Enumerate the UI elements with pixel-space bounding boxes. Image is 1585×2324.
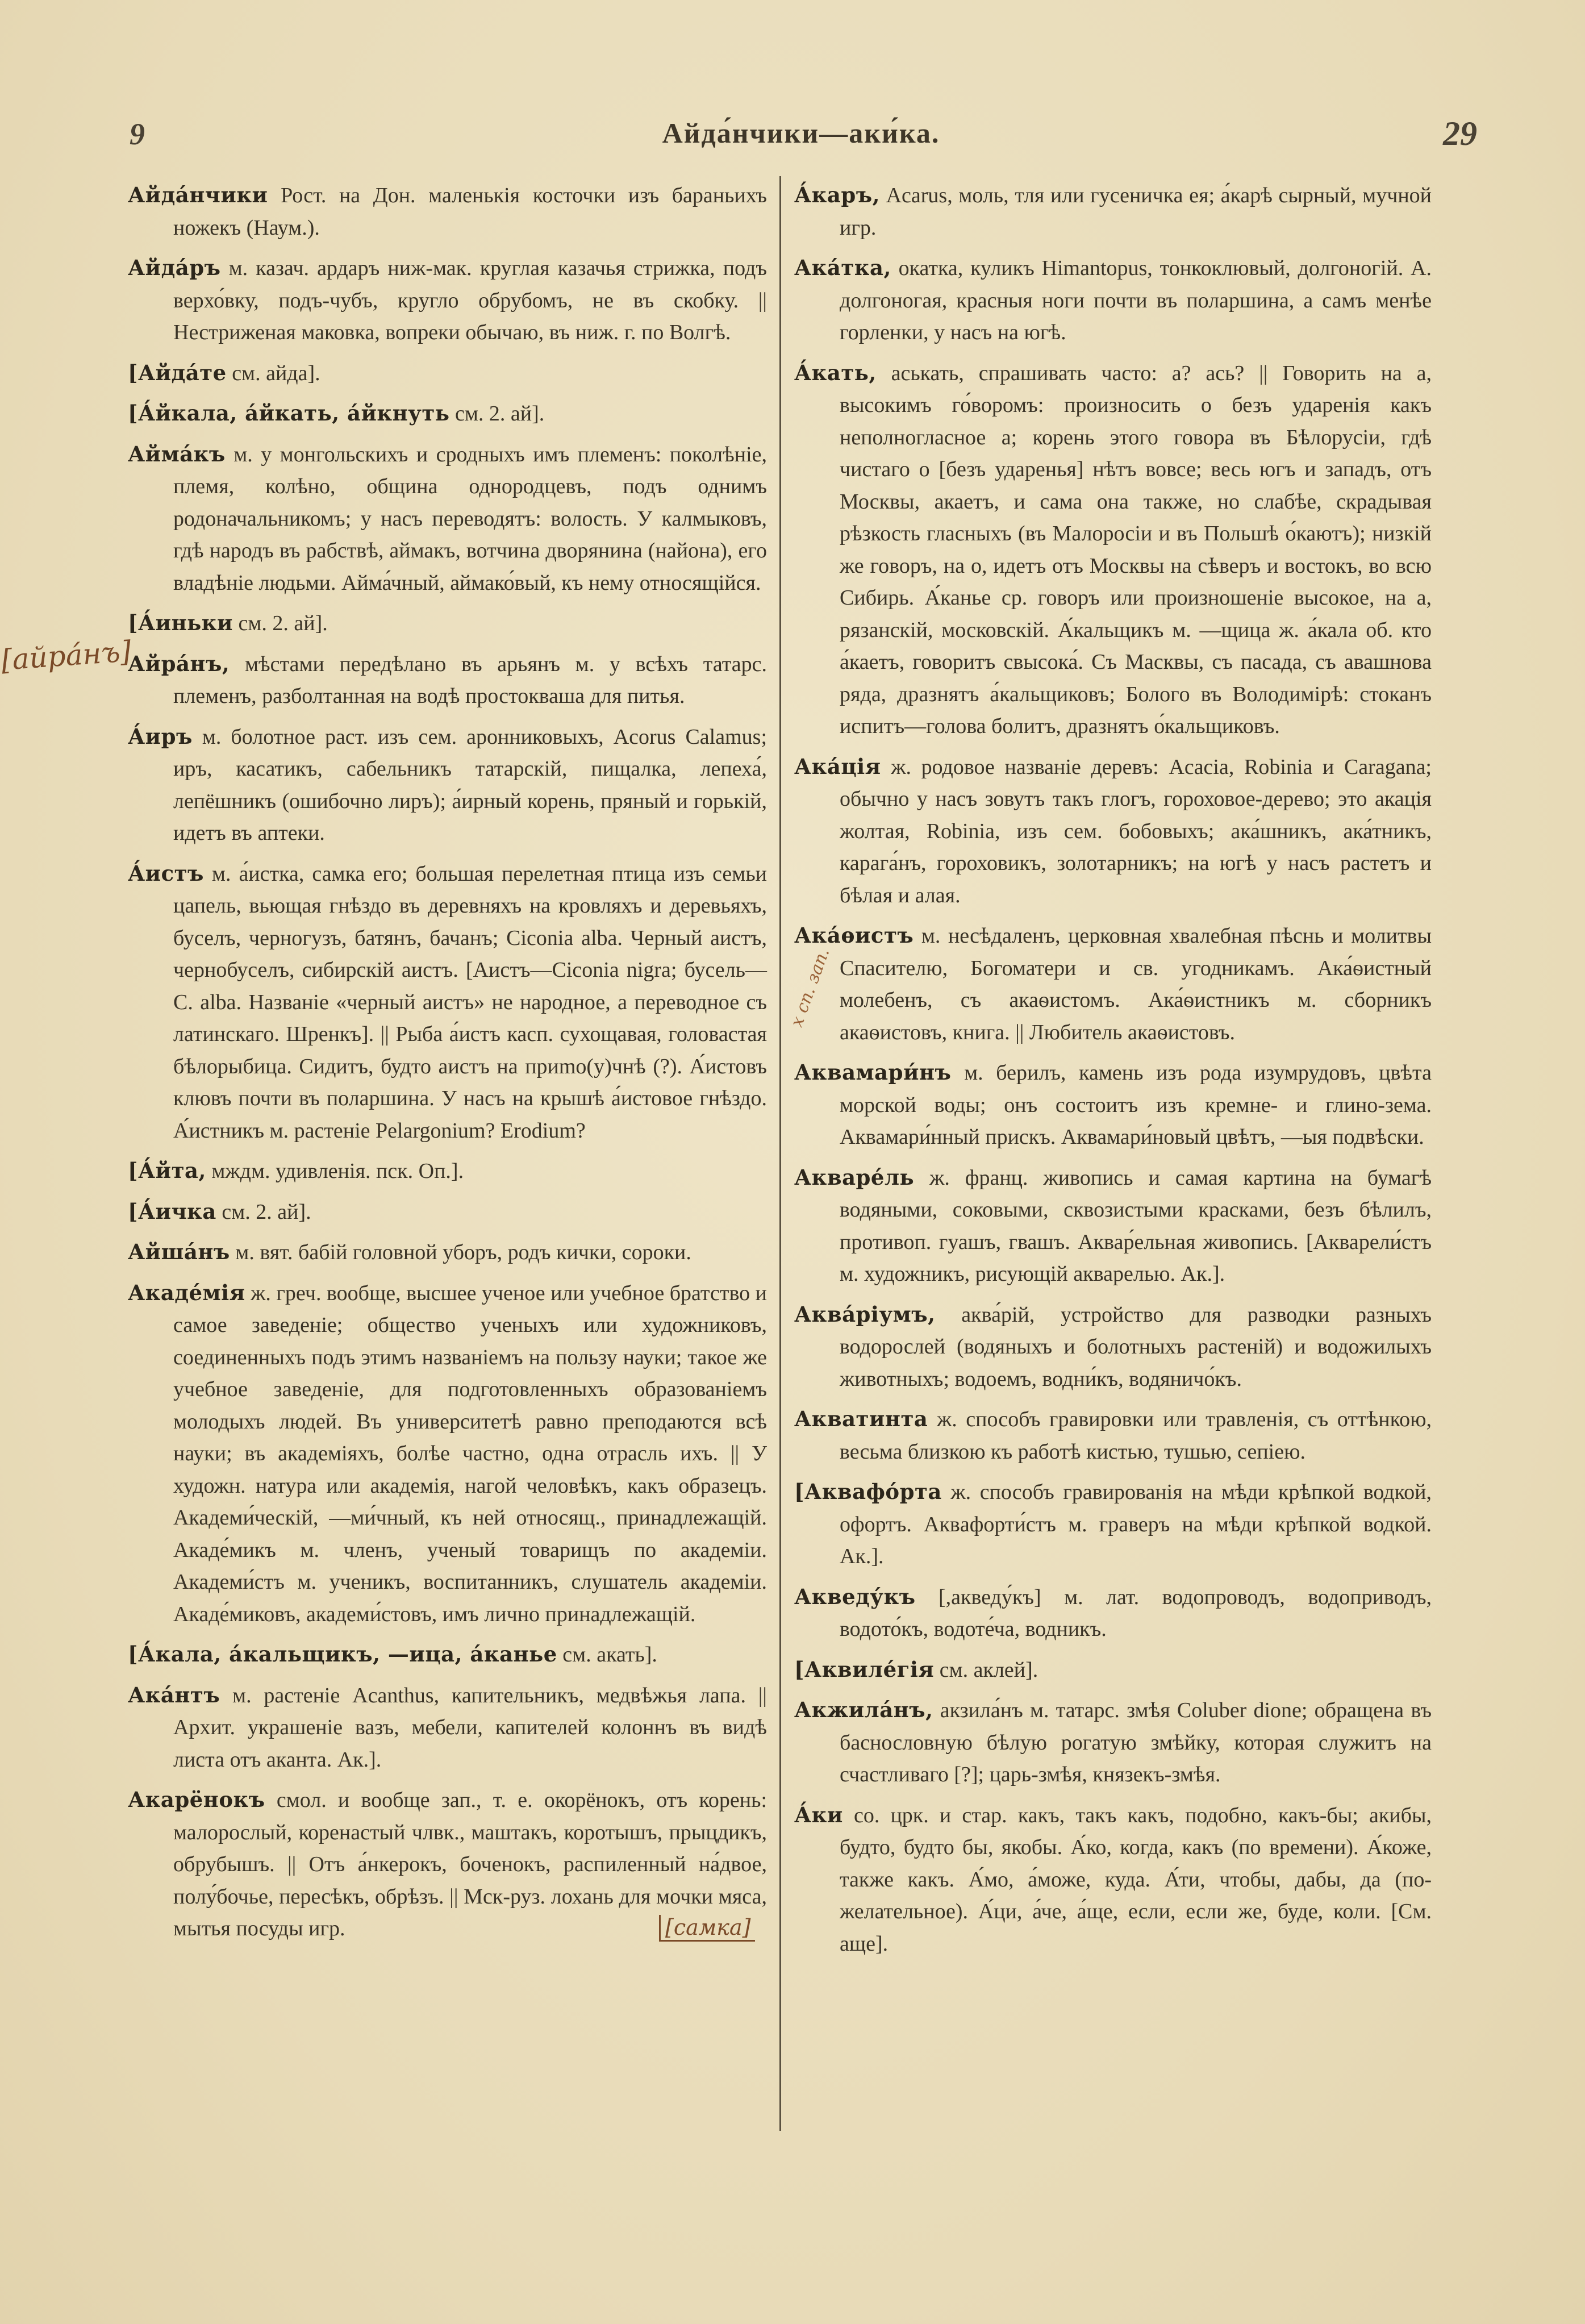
dictionary-entry — [794, 1056, 1432, 1153]
definition: [,акведу́къ] м. лат. водопроводъ, водоприводъ, водото́къ, водоте́ча, водникъ. — [840, 1585, 1432, 1641]
definition: см. 2. ай]. — [216, 1200, 311, 1224]
headword: Акваре́ль — [794, 1164, 915, 1190]
page-number-right: 29 — [1443, 115, 1477, 152]
definition: см. аклей]. — [934, 1657, 1038, 1682]
headword: [Аквафо́рта — [794, 1479, 942, 1504]
definition: см. акать]. — [557, 1643, 657, 1667]
dictionary-entry — [128, 1679, 767, 1776]
headword: [А́йта, — [128, 1158, 206, 1183]
dictionary-entry — [128, 1638, 767, 1671]
headword: А́каръ, — [794, 182, 880, 207]
definition: смол. и вообще зап., т. е. окорёнокъ, отъ корень: малорослый, коренастый члвк., маштакъ, коротышъ, прыцдикъ, обрубышъ. || Отъ а́нкерокъ, боченокъ, распиленный на́двое, полу́бочье, пересѣкъ, обрѣзъ. || Мск-руз. лохань для мочки мяса, мытья посуды игр. — [173, 1788, 767, 1940]
headword: Айма́къ — [128, 441, 226, 467]
headword: Ака́ѳистъ — [794, 923, 914, 948]
headword: Акарёнокъ — [128, 1787, 265, 1812]
headword: А́ки — [794, 1802, 843, 1827]
definition: сo. црк. и стар. какъ, такъ какъ, подобно, какъ-бы; акибы, будто, будто бы, якобы. А́ко, когда, какъ (по времени). А́коже, также какъ. А́мо, а́може, куда. А́ти, чтобы, дабы, да (по-желательное). А́ци, а́че, а́ще, если, если же, буде, коли. [См. аще]. — [840, 1803, 1432, 1956]
left-column — [128, 179, 767, 1953]
headword: Акведу́къ — [794, 1584, 916, 1609]
headword: Ака́тка, — [794, 255, 891, 280]
definition: см. айда]. — [226, 361, 320, 385]
headword: А́истъ — [128, 860, 204, 886]
running-head: Айда́нчики—аки́ка. — [662, 117, 940, 149]
definition: м. болотное раст. изъ сем. аронниковыхъ, Acorus Calamus; иръ, касатикъ, сабельникъ татарскій, пищалка, лепеха́, лепёшникъ (ошибочно лиръ); а́ирный корень, пряный и горькій, идетъ въ аптеки. — [173, 724, 767, 845]
headword: [А́иньки — [128, 610, 233, 635]
dictionary-entry — [128, 648, 767, 713]
definition: акзила́нъ м. татарс. змѣя Coluber dione; обращена въ баснословную бѣлую рогатую змѣйку, которая служитъ на счастливаго [?]; царь-змѣя, князекъ-змѣя. — [840, 1698, 1432, 1786]
dictionary-entry — [128, 1236, 767, 1269]
handwritten-side-note: х сп. зап. — [787, 945, 834, 1030]
headword: Айша́нъ — [128, 1239, 230, 1264]
definition: окатка, куликъ Himantopus, тонкоклювый, долгоногій. А. долгоногая, красныя ноги почти въ поларшина, а самъ менѣе горленки, у насъ на югѣ. — [840, 256, 1432, 344]
dictionary-entry — [794, 1654, 1432, 1686]
definition: м. у монгольскихъ и сродныхъ имъ племенъ: поколѣніе, племя, колѣно, община однородцевъ, подъ однимъ родоначальникомъ; у насъ переводятъ: волость. У калмыковъ, гдѣ народъ въ рабствѣ, аймакъ, вотчина дворянина (найона), его владѣніе людьми. Айма́чный, аймако́вый, къ нему относящійся. — [173, 442, 767, 595]
definition: ж. способъ гравировки или травленія, съ оттѣнкою, весьма близкою къ работѣ кистью, тушью, сепіею. — [840, 1407, 1432, 1464]
headword: [А́ичка — [128, 1198, 216, 1224]
headword: Айда́ръ — [128, 255, 221, 280]
headword: [А́кала, а́кальщикъ, —ица, а́канье — [128, 1642, 557, 1667]
definition: см. 2. ай]. — [232, 611, 328, 635]
headword: Ака́ція — [794, 753, 881, 779]
dictionary-entry — [794, 1161, 1432, 1290]
definition: мѣстами передѣлано въ арьянъ м. у всѣхъ татарс. племенъ, разболтанная на водѣ простокваша для питья. — [173, 652, 767, 708]
dictionary-entry — [794, 919, 1432, 1048]
headword: Айда́нчики — [128, 182, 268, 207]
definition: м. а́истка, самка его; большая перелетная птица изъ семьи цапель, вьющая гнѣздо въ деревняхъ на кровляхъ и деревьяхъ, буселъ, черногузъ, батянъ, бачанъ; Ciconia alba. Черный аистъ, чернобуселъ, сибирскій аистъ. [Аистъ—Ciconia nigra; бусель—C. alba. Названіе «черный аистъ» не народное, а переводное съ латинскаго. Шренкъ]. || Рыба а́истъ касп. сухощавая, головастая бѣлорыбица. Сидитъ, будто аистъ на приmo(у)чнѣ (?). А́истовъ клювъ почти въ поларшина. У насъ на крышѣ а́истовое гнѣздо. А́истникъ м. растеніе Pelargonium? Erodium? — [173, 861, 767, 1143]
headword: Акватинта — [794, 1406, 928, 1431]
definition: Рост. на Дон. маленькія косточки изъ бараньихъ ножекъ (Наум.). — [173, 184, 767, 240]
dictionary-entry — [794, 179, 1432, 244]
definition: аква́рій, устройство для разводки разныхъ водорослей (водяныхъ и болотныхъ растеній) и водожилыхъ животныхъ; водоемъ, водни́къ, водяничо́къ. — [840, 1302, 1432, 1391]
headword: Акжила́нъ, — [794, 1697, 933, 1722]
dictionary-entry — [794, 1581, 1432, 1646]
dictionary-entry — [794, 1694, 1432, 1791]
headword: [Айда́те — [128, 360, 227, 385]
definition: м. казач. ардаръ ниж-мак. круглая казачья стрижка, подъ верхо́вку, подъ-чубъ, кругло обрубомъ, не въ скобку. || Нестриженая маковка, вопреки обычаю, въ ниж. г. по Волгѣ. — [173, 256, 767, 344]
definition: м. несѣдаленъ, церковная хвалебная пѣснь и молитвы Спасителю, Богоматери и св. угодникамъ. Ака́ѳистный молебенъ, съ акаѳистомъ. Ака́ѳистникъ м. сборникъ акаѳистовъ, книга. || Любитель акаѳистовъ. — [840, 924, 1432, 1044]
dictionary-entry — [794, 1799, 1432, 1960]
dictionary-entry — [128, 397, 767, 430]
page-number-left: 9 — [130, 117, 145, 151]
right-column — [794, 179, 1432, 1968]
headword: [Аквиле́гія — [794, 1656, 935, 1682]
definition: м. вят. бабій головной уборъ, родъ кички, сороки. — [230, 1240, 691, 1264]
page-header — [125, 116, 1477, 151]
definition: ж. греч. вообще, высшее ученое или учебное братство и самое заведеніе; общество ученыхъ или художниковъ, соединенныхъ подъ этимъ названіемъ на пользу науки; такое же учебное заведеніе, для подготовленныхъ образованіемъ молодыхъ людей. Въ университетѣ равно преподаются всѣ науки; въ академіяхъ, болѣе частно, одна отрасль ихъ. || У художн. натура или академія, нагой человѣкъ, какъ образецъ. Академи́ческій, —ми́чный, къ ней относящ., принадлежащій. Акаде́микъ м. членъ, ученый товарищъ по академіи. Академи́стъ м. ученикъ, воспитанникъ, слушатель академіи. Акаде́миковъ, академи́стовъ, имъ лично принадлежащій. — [173, 1281, 767, 1626]
dictionary-entry — [794, 1298, 1432, 1396]
dictionary-entry — [128, 857, 767, 1147]
dictionary-entry — [128, 720, 767, 849]
dictionary-entry — [128, 607, 767, 640]
definition: ж. родовое названіе деревъ: Acacia, Robinia и Caragana; обычно у насъ зовутъ такъ глогъ, гороховое-дерево; это акація жолтая, Robinia, изъ сем. бобовыхъ; ака́шникъ, ака́тникъ, карага́нъ, гороховикъ, золотарникъ; на югѣ у насъ растетъ и бѣлая и алая. — [840, 755, 1432, 907]
dictionary-entry — [128, 179, 767, 244]
definition: м. растеніе Acanthus, капительникъ, медвѣжья лапа. || Архит. украшеніе вазъ, мебели, капителей колоннъ въ видѣ листа отъ аканта. Ак.]. — [173, 1683, 767, 1772]
handwritten-correction-note: [самка] — [659, 1915, 755, 1942]
definition: см. 2. ай]. — [449, 402, 545, 426]
dictionary-entry — [128, 1277, 767, 1631]
definition: аськать, спрашивать часто: а? ась? || Говорить на а, высокимъ го́воромъ: произносить о безъ ударенія какъ неполногласное а; корень этого говора въ Бѣлорусіи, гдѣ чистаго о [безъ ударенья] нѣтъ вовсе; весь югъ и западъ, отъ Москвы, акаетъ, и сама она также, но слабѣе, скрадывая рѣзкость гласныхъ (въ Малоросіи и въ Польшѣ о́каютъ); низкій же говоръ, на о, идетъ отъ Москвы на сѣверъ и востокъ, во всю Сибирь. А́канье ср. говоръ или произношеніе высокое, на а, рязанскій, московскій. А́кальщикъ м. —щица ж. а́кала об. кто а́каетъ, говоритъ свысока́. Съ Масквы, съ пасада, съ авашнова ряда, дразнятъ а́кальщиковъ; Бологo въ Володимірѣ: стоканъ испитъ—голова болитъ, дразнятъ о́кальщиковъ. — [840, 361, 1432, 738]
dictionary-entry — [128, 252, 767, 349]
definition: м. берилъ, камень изъ рода изумрудовъ, цвѣта морской воды; онъ состоитъ изъ кремне- и глино-зема. Аквамари́нный прискъ. Аквамари́новый цвѣтъ, —ыя подвѣски. — [840, 1061, 1432, 1149]
headword: А́иръ — [128, 723, 193, 749]
dictionary-entry — [128, 1196, 767, 1228]
dictionary-entry — [128, 438, 767, 599]
definition: мждм. удивленія. пск. Оп.]. — [206, 1159, 464, 1183]
handwritten-margin-note: [айра́нъ] — [0, 635, 132, 677]
dictionary-entry — [794, 1476, 1432, 1573]
dictionary-entry — [128, 357, 767, 390]
definition: ж. франц. живопись и самая картина на бумагѣ водяными, соковыми, сквозистыми красками, безъ бѣлилъ, противоп. гуашъ, гвашъ. Аквар́ельная живопись. [Акварели́стъ м. художникъ, рисующій акварелью. Ак.]. — [840, 1165, 1432, 1286]
definition: ж. способъ гравированія на мѣди крѣпкой водкой, офортъ. Аквaфорти́стъ м. граверъ на мѣди крѣпкой водкой. Ак.]. — [840, 1480, 1432, 1568]
headword: [А́йкала, а́йкать, а́йкнуть — [128, 401, 450, 426]
headword: А́кать, — [794, 360, 877, 385]
dictionary-entry — [128, 1155, 767, 1188]
headword: Акаде́мія — [128, 1280, 245, 1305]
dictionary-entry — [794, 751, 1432, 912]
dictionary-entry — [794, 1403, 1432, 1468]
headword: Аквамари́нъ — [794, 1060, 952, 1085]
dictionary-entry — [794, 252, 1432, 349]
dictionary-entry — [794, 357, 1432, 743]
definition: Acarus, моль, тля или гусеничка ея; а́карѣ сырный, мучной игр. — [840, 184, 1432, 240]
headword: Аква́ріумъ, — [794, 1301, 936, 1327]
headword: Айра́нъ, — [128, 651, 230, 676]
headword: Ака́нтъ — [128, 1682, 220, 1707]
column-divider — [779, 176, 781, 2131]
